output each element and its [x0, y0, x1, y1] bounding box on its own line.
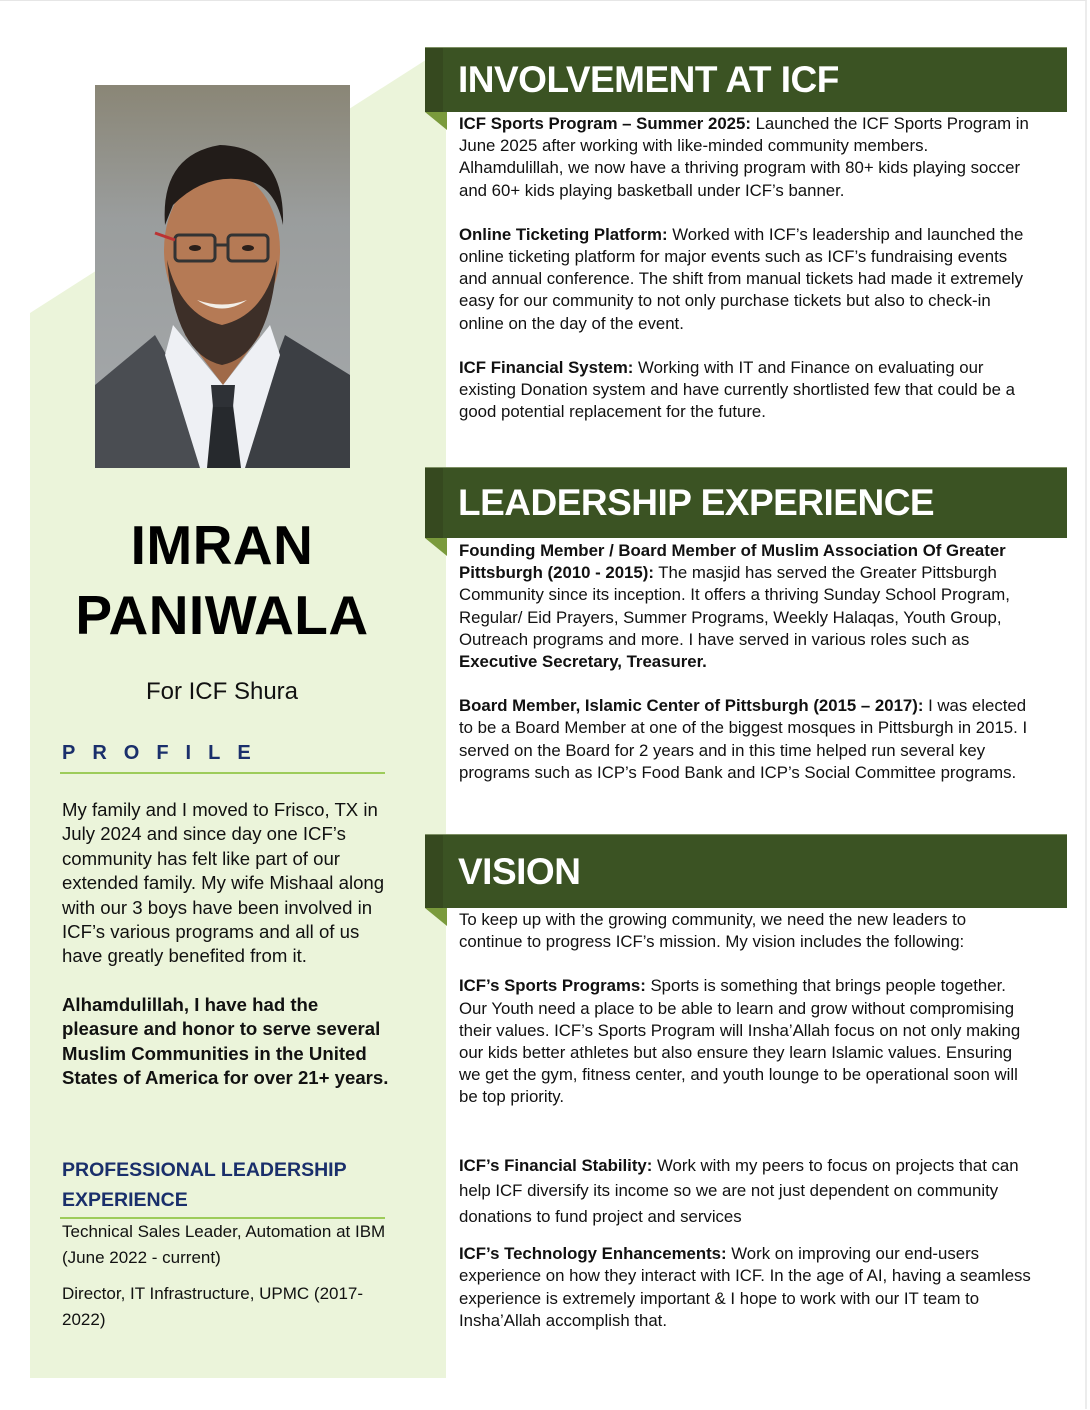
professional-item: Technical Sales Leader, Automation at IBM (June 2022 - current)	[62, 1222, 386, 1267]
vision-entry	[459, 1153, 1034, 1230]
entry-text: Work with my peers to focus on projects that can help ICF diversify its income so we are not just dependent on community donations to fund project and services	[459, 1155, 1019, 1226]
entry-roles: Executive Secretary, Treasurer.	[459, 652, 707, 672]
entry-label: Founding Member / Board Member of Muslim Association Of Greater Pittsburgh (2010 - 2015):	[459, 541, 1006, 583]
professional-heading: PROFESSIONAL LEADERSHIP EXPERIENCE	[62, 1159, 347, 1211]
profile-heading: PROFILE	[62, 742, 268, 764]
entry-label: ICF’s Financial Stability:	[459, 1155, 653, 1175]
involvement-entry	[459, 224, 1034, 335]
entry-text: Worked with ICF’s leadership and launched the online ticketing platform for major events such as ICF’s fundraising events and annual conference. The shift from manual tickets had made it extremely easy for our community to not only purchase tickets but also to check-in online on the day of the event.	[459, 224, 1024, 333]
leadership-body	[459, 540, 1034, 806]
professional-list	[62, 1219, 392, 1343]
last-name: PANIWALA	[75, 584, 369, 646]
vision-entry	[459, 975, 1034, 1108]
profile-text	[62, 798, 392, 1114]
section-title: INVOLVEMENT AT ICF	[458, 59, 839, 100]
profile-paragraph: My family and I moved to Frisco, TX in July 2024 and since day one ICF’s community has felt like part of our extended family. My wife Mishaal along with our 3 boys have been involved in ICF’s various programs and all of us have greatly benefited from it.	[62, 799, 385, 967]
entry-text: Sports is something that brings people together. Our Youth need a place to be able to learn and grow without compromising their values. ICF’s Sports Program will Insha’Allah focus on not only making our kids better athletes but also ensure they learn Islamic values. Ensuring we get the gym, fitness center, and youth lounge to be operational soon will be top priority.	[459, 976, 1021, 1107]
candidate-name	[30, 510, 414, 650]
vision-intro: To keep up with the growing community, we need the new leaders to continue to progress ICF’s mission. My vision includes the following:	[459, 910, 967, 952]
entry-text: Work on improving our end-users experience on how they interact with ICF. In the age of AI, having a seamless experience is extremely important & I hope to work with our IT team to Insha’Allah accomplish that.	[459, 1244, 1031, 1330]
first-name: IMRAN	[130, 514, 314, 576]
section-title: LEADERSHIP EXPERIENCE	[458, 482, 935, 523]
involvement-entry	[459, 113, 1034, 202]
candidate-photo	[95, 85, 350, 468]
leadership-entry	[459, 540, 1034, 673]
vision-body	[459, 909, 1034, 1354]
section-header-vision	[425, 834, 1067, 908]
profile-paragraph-bold: Alhamdulillah, I have had the pleasure and honor to serve several Muslim Communities in the United States of America for over 21+ years.	[62, 993, 389, 1089]
vision-entry	[459, 1243, 1034, 1332]
entry-text: I was elected to be a Board Member at one of the biggest mosques in Pittsburgh in 2015. I served on the Board for 2 years and in this time helped run several key programs such as ICP’s Food Bank and ICP’s Social Committee programs.	[459, 696, 1028, 782]
involvement-body	[459, 113, 1034, 445]
involvement-entry	[459, 357, 1034, 424]
entry-text: Launched the ICF Sports Program in June 2025 after working with like-minded community members. Alhamdulillah, we now have a thriving program with 80+ kids playing soccer and 60+ kids playing basketball under ICF’s banner.	[459, 114, 1029, 200]
entry-text: Working with IT and Finance on evaluating our existing Donation system and have currently shortlisted few that could be a good potential replacement for the future.	[459, 357, 1015, 422]
entry-label: ICF Financial System:	[459, 357, 634, 377]
entry-label: ICF Sports Program – Summer 2025:	[459, 114, 751, 133]
leadership-entry	[459, 695, 1034, 784]
entry-label: ICF’s Technology Enhancements:	[459, 1244, 727, 1264]
professional-item: Director, IT Infrastructure, UPMC (2017-2022)	[62, 1284, 364, 1329]
profile-divider	[60, 772, 385, 774]
section-header-involvement	[425, 47, 1067, 112]
entry-text: The masjid has served the Greater Pittsburgh Community since its inception. It offers a thriving Sunday School Program, Regular/ Eid Prayers, Summer Programs, Weekly Halaqas, Youth Group, Outreach programs and more. I have served in various roles such as	[459, 563, 1010, 649]
portrait-illustration	[95, 85, 350, 468]
section-title: VISION	[458, 850, 581, 892]
entry-label: Online Ticketing Platform:	[459, 224, 668, 244]
candidate-subtitle: For ICF Shura	[145, 678, 299, 705]
section-header-leadership	[425, 467, 1067, 538]
entry-label: Board Member, Islamic Center of Pittsburgh (2015 – 2017):	[459, 696, 924, 716]
entry-label: ICF’s Sports Programs:	[459, 976, 646, 996]
